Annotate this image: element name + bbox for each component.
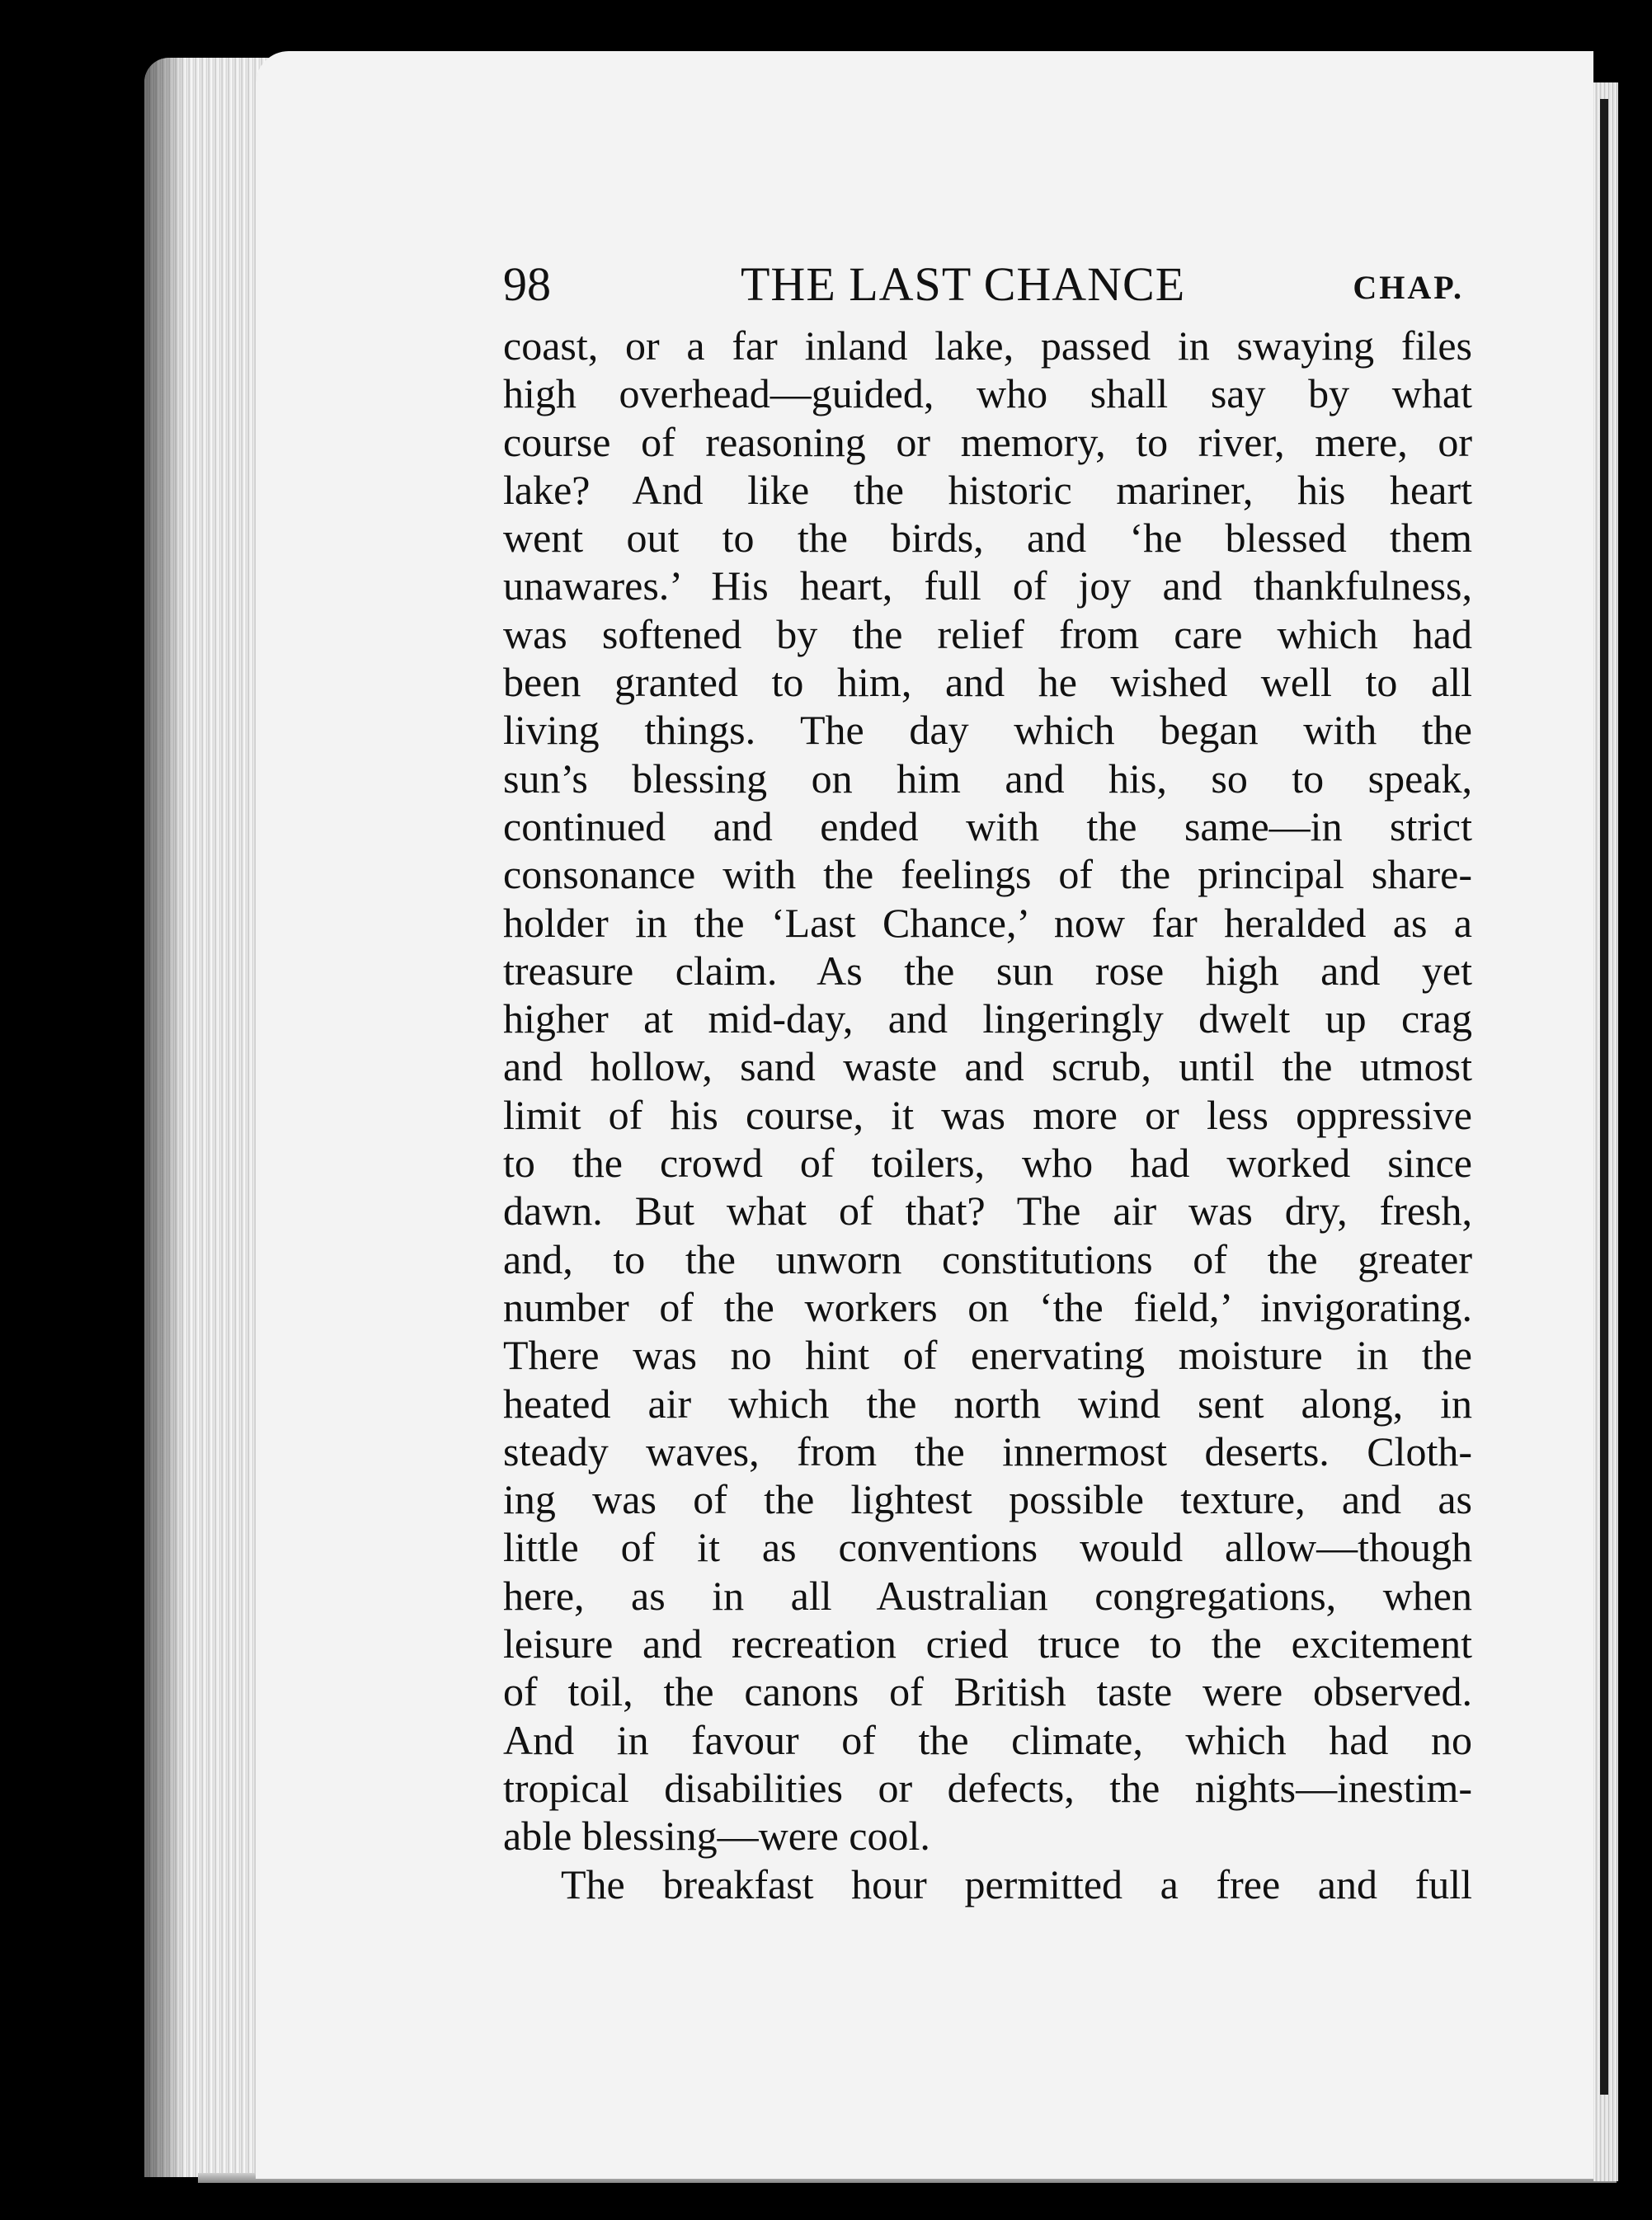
text-line: here, as in all Australian congregations, when — [503, 1572, 1472, 1619]
page-stack-shadow — [144, 58, 186, 2177]
text-line: higher at mid-day, and lingeringly dwelt up crag — [503, 995, 1472, 1042]
text-line: The breakfast hour permitted a free and full — [561, 1860, 1472, 1907]
text-line: and hollow, sand waste and scrub, until the utmost — [503, 1043, 1472, 1090]
text-line: ing was of the lightest possible texture, and as — [503, 1476, 1472, 1523]
text-line: of toil, the canons of British taste were observed. — [503, 1668, 1472, 1715]
text-line: lake? And like the historic mariner, his heart — [503, 466, 1472, 513]
text-line: limit of his course, it was more or less oppressive — [503, 1091, 1472, 1138]
text-line: heated air which the north wind sent along, in — [503, 1380, 1472, 1427]
text-line: able blessing—were cool. — [503, 1813, 930, 1860]
text-line: was softened by the relief from care which had — [503, 610, 1472, 657]
text-block — [503, 247, 1472, 1908]
text-line: to the crowd of toilers, who had worked since — [503, 1140, 1472, 1187]
text-line: little of it as conventions would allow—though — [503, 1524, 1472, 1571]
running-title: THE LAST CHANCE — [741, 257, 1186, 311]
text-line: course of reasoning or memory, to river, mere, or — [503, 418, 1472, 465]
text-line: There was no hint of enervating moisture in the — [503, 1332, 1472, 1379]
text-line: dawn. But what of that? The air was dry, fresh, — [503, 1188, 1472, 1235]
running-head — [503, 247, 1472, 322]
text-line: and, to the unworn constitutions of the greater — [503, 1235, 1472, 1282]
text-line: been granted to him, and he wished well to all — [503, 659, 1472, 706]
text-line: consonance with the feelings of the principal share- — [503, 851, 1472, 898]
text-line: continued and ended with the same—in strict — [503, 802, 1472, 849]
text-line: living things. The day which began with the — [503, 707, 1472, 754]
text-line: tropical disabilities or defects, the nights—inestim- — [503, 1764, 1472, 1811]
text-line: treasure claim. As the sun rose high and yet — [503, 947, 1472, 994]
text-line: And in favour of the climate, which had no — [503, 1716, 1472, 1763]
text-line: unawares.’ His heart, full of joy and thankfulness, — [503, 562, 1472, 609]
binding-shadow — [1600, 99, 1608, 2095]
chapter-mark: CHAP. — [1353, 269, 1464, 306]
text-line: holder in the ‘Last Chance,’ now far heralded as a — [503, 899, 1472, 946]
text-line: leisure and recreation cried truce to the excitement — [503, 1620, 1472, 1667]
text-line: high overhead—guided, who shall say by what — [503, 370, 1472, 417]
text-line: steady waves, from the innermost deserts. Cloth- — [503, 1427, 1472, 1475]
text-line: went out to the birds, and ‘he blessed them — [503, 515, 1472, 562]
text-line: coast, or a far inland lake, passed in swaying files — [503, 322, 1472, 369]
text-line: number of the workers on ‘the field,’ invigorating. — [503, 1283, 1472, 1330]
text-line: sun’s blessing on him and his, so to speak, — [503, 755, 1472, 802]
page-number: 98 — [503, 257, 551, 311]
